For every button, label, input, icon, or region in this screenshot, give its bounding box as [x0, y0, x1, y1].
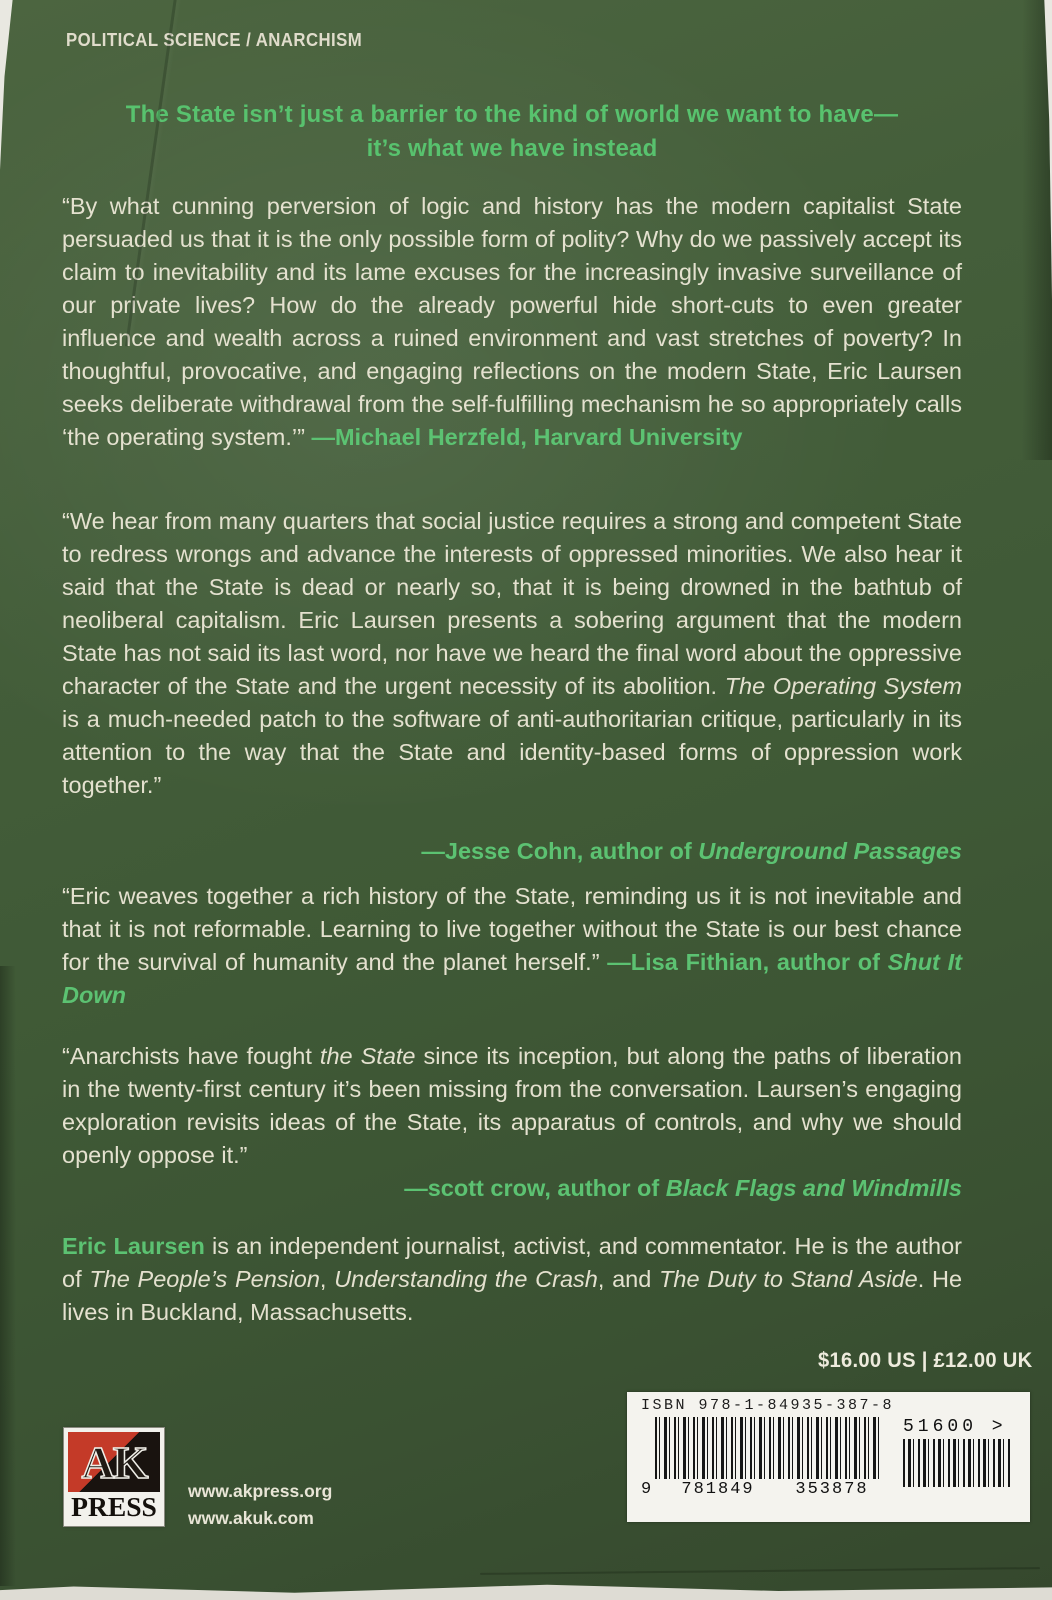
blurb-herzfeld-attribution: —Michael Herzfeld, Harvard University: [311, 424, 743, 450]
barcode-main: [641, 1417, 887, 1499]
ak-press-logo: [64, 1428, 164, 1526]
barcode-row: [641, 1417, 1018, 1499]
tagline-line2: it’s what we have instead: [366, 135, 658, 162]
barcode-digits: [641, 1480, 887, 1499]
barcode-digit-prefix: 9: [641, 1480, 654, 1499]
barcode-supplement-bars: [903, 1439, 1011, 1487]
cover-crease-bottom: [480, 1567, 1040, 1575]
blurb-crow-text-1: “Anarchists have fought: [62, 1043, 320, 1069]
blurb-crow-text-2: since its inception, but along the paths of liberation in the twenty-first century it’s been missing from the conversation. Laursen’s engaging exploration revisits ideas of the State, its apparatus of controls, and why we should openly oppose it.”: [62, 1043, 962, 1168]
barcode-supplement: [903, 1417, 1018, 1499]
scan-shadow-left: [0, 966, 16, 1586]
tagline-line1: The State isn’t just a barrier to the kind of world we want to have—: [125, 101, 899, 128]
bio-book-title-3: The Duty to Stand Aside: [659, 1266, 918, 1292]
bio-text-3: , and: [597, 1266, 660, 1292]
bio-text-1: is an independent journalist, activist, and commentator. He is the author of: [62, 1233, 962, 1292]
barcode-digits-group2: 353878: [795, 1480, 869, 1499]
publisher-url-akuk: www.akuk.com: [188, 1508, 314, 1528]
author-bio: [62, 1230, 962, 1329]
price-label: $16.00 US | £12.00 UK: [817, 1349, 1032, 1372]
barcode-panel: [627, 1392, 1030, 1522]
barcode-supplement-number: 51600 >: [903, 1417, 1007, 1437]
tagline: [62, 98, 962, 166]
blurb-cohn-text-2: is a much-needed patch to the software of anti-authoritarian critique, particularly in its attention to the way that the State and identity-based forms of oppression work together.”: [62, 706, 962, 798]
blurb-fithian-attr-title: Shut It Down: [62, 949, 962, 1008]
blurb-crow: [62, 1040, 962, 1172]
blurb-crow-attr-name: —scott crow, author of: [404, 1175, 666, 1201]
publisher-url-akpress: www.akpress.org: [188, 1481, 333, 1501]
ak-logo-emblem: AK: [68, 1432, 160, 1492]
bio-text-4: . He lives in Buckland, Massachusetts.: [62, 1266, 963, 1325]
bio-text-2: ,: [319, 1266, 335, 1292]
blurb-crow-attr-title: Black Flags and Windmills: [665, 1175, 962, 1201]
blurb-crow-attribution: [62, 1172, 962, 1205]
bio-book-title-2: Understanding the Crash: [334, 1266, 598, 1292]
ak-logo-press-label: PRESS: [67, 1492, 161, 1522]
blurb-cohn-attr-name: —Jesse Cohn, author of: [421, 838, 699, 864]
blurb-herzfeld: [62, 190, 962, 454]
isbn-label: ISBN 978-1-84935-387-8: [641, 1397, 895, 1414]
publisher-urls: [188, 1478, 332, 1532]
blurb-cohn: [62, 505, 962, 802]
category-label: POLITICAL SCIENCE / ANARCHISM: [66, 30, 363, 50]
blurb-cohn-book-title: The Operating System: [724, 673, 962, 699]
bio-book-title-1: The People’s Pension: [89, 1266, 320, 1292]
blurb-crow-state-italic: the State: [319, 1043, 416, 1069]
blurb-herzfeld-text: “By what cunning perversion of logic and history has the modern capitalist State persuaded us that it is the only possible form of polity? Why do we passively accept its claim to inevitability and its lame excuses for the increasingly invasive surveillance of our private lives? How do the already powerful hide short-cuts to even greater influence and wealth across a ruined environment and vast stretches of poverty? In thoughtful, provocative, and engaging reflections on the modern State, Eric Laursen seeks deliberate withdrawal from the self-fulfilling mechanism he so appropriately calls ‘the operating system.’”: [62, 193, 962, 450]
barcode-digits-group1: 781849: [681, 1480, 755, 1499]
blurb-cohn-attr-title: Underground Passages: [698, 838, 962, 864]
barcode-bars: [655, 1417, 881, 1479]
author-name: Eric Laursen: [62, 1233, 205, 1259]
blurb-cohn-attribution: [62, 835, 962, 868]
blurb-fithian-attr-name: —Lisa Fithian, author of: [607, 949, 888, 975]
blurb-cohn-text-1: “We hear from many quarters that social justice requires a strong and competent State to redress wrongs and advance the interests of oppressed minorities. We also hear it said that the State is dead or nearly so, that it is being drowned in the bathtub of neoliberal capitalism. Eric Laursen presents a sobering argument that the modern State has not said its last word, nor have we heard the final word about the oppressive character of the State and the urgent necessity of its abolition.: [62, 508, 962, 699]
blurb-fithian-text: “Eric weaves together a rich history of the State, reminding us it is not inevitable and that it is not reformable. Learning to live together without the State is our best chance for the survival of humanity and the planet herself.”: [62, 883, 962, 975]
blurb-fithian: [62, 880, 962, 1012]
